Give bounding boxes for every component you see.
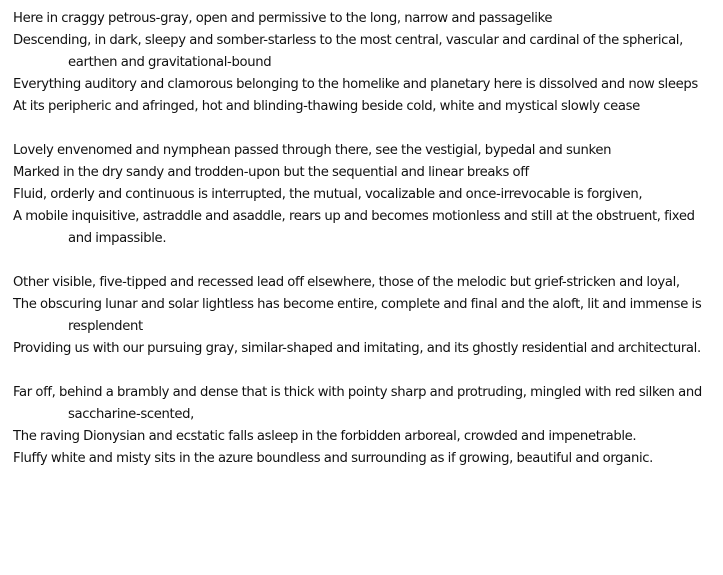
poem-line: Marked in the dry sandy and trodden-upon but the sequential and linear breaks off <box>13 165 529 180</box>
poem-line: Everything auditory and clamorous belonging to the homelike and planetary here is dissolved and now sleeps <box>13 77 698 92</box>
poem-text <box>13 8 717 470</box>
poem-line: Far off, behind a brambly and dense that is thick with pointy sharp and protruding, mingled with red silken and saccharine-scented, <box>13 385 702 422</box>
poem-line: The raving Dionysian and ecstatic falls asleep in the forbidden arboreal, crowded and impenetrable. <box>13 429 637 444</box>
poem-line: Fluid, orderly and continuous is interrupted, the mutual, vocalizable and once-irrevocable is forgiven, <box>13 187 643 202</box>
poem-line: Providing us with our pursuing gray, similar-shaped and imitating, and its ghostly residential and architectural. <box>13 341 701 356</box>
poem-line: A mobile inquisitive, astraddle and asaddle, rears up and becomes motionless and still at the obstruent, fixed and impassible. <box>13 209 695 246</box>
poem-line: Fluffy white and misty sits in the azure boundless and surrounding as if growing, beautiful and organic. <box>13 451 654 466</box>
poem-line: At its peripheric and afringed, hot and blinding-thawing beside cold, white and mystical slowly cease <box>13 99 640 114</box>
poem-line: The obscuring lunar and solar lightless has become entire, complete and final and the aloft, lit and immense is resplendent <box>13 297 702 334</box>
stanza-3 <box>13 272 717 360</box>
poem-line: Other visible, five-tipped and recessed lead off elsewhere, those of the melodic but grief-stricken and loyal, <box>13 275 680 290</box>
poem-line: Descending, in dark, sleepy and somber-starless to the most central, vascular and cardinal of the spherical, earthen and gravitational-bound <box>13 33 683 70</box>
poem-line: Here in craggy petrous-gray, open and permissive to the long, narrow and passagelike <box>13 11 553 26</box>
poem-line: Lovely envenomed and nymphean passed through there, see the vestigial, bypedal and sunken <box>13 143 612 158</box>
stanza-4 <box>13 382 717 470</box>
stanza-1 <box>13 8 717 118</box>
stanza-2 <box>13 140 717 250</box>
